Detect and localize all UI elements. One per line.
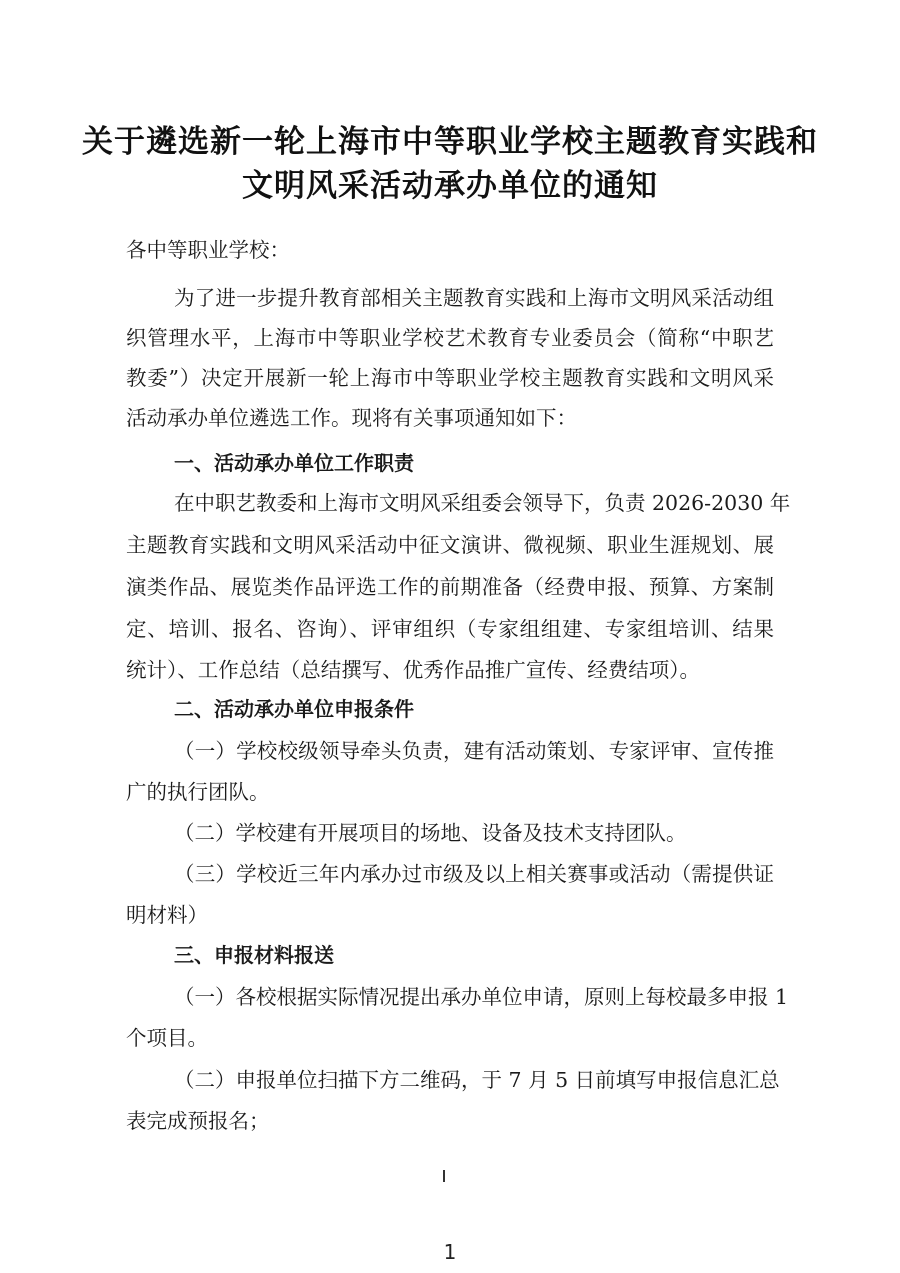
section-1-line: 定、培训、报名、咨询）、评审组织（专家组组建、专家组培训、结果: [126, 617, 774, 641]
doc-title-line-1: 关于遴选新一轮上海市中等职业学校主题教育实践和: [82, 124, 818, 160]
doc-title-line-2: 文明风采活动承办单位的通知: [242, 168, 658, 204]
intro-line: 教委”）决定开展新一轮上海市中等职业学校主题教育实践和文明风采: [126, 366, 774, 390]
salutation: 各中等职业学校：: [126, 238, 290, 262]
section-2-item-1: （一）学校校级领导牵头负责，建有活动策划、专家评审、宣传推: [174, 739, 774, 763]
intro-line: 织管理水平，上海市中等职业学校艺术教育专业委员会（简称“中职艺: [126, 326, 774, 350]
scan-mark: [443, 1170, 445, 1182]
section-3-item-1: （一）各校根据实际情况提出承办单位申请，原则上每校最多申报 1: [174, 985, 789, 1009]
section-2-item-1-cont: 广的执行团队。: [126, 780, 270, 804]
section-1-line: 主题教育实践和文明风采活动中征文演讲、微视频、职业生涯规划、展: [126, 533, 774, 557]
intro-line: 活动承办单位遴选工作。现将有关事项通知如下：: [126, 406, 577, 430]
section-1-line: 演类作品、展览类作品评选工作的前期准备（经费申报、预算、方案制: [126, 575, 774, 599]
section-1-heading: 一、活动承办单位工作职责: [174, 451, 414, 475]
page-number: 1: [443, 1240, 457, 1264]
section-3-item-2: （二）申报单位扫描下方二维码，于 7 月 5 日前填写申报信息汇总: [174, 1068, 780, 1092]
section-1-line: 在中职艺教委和上海市文明风采组委会领导下，负责 2026-2030 年: [174, 491, 791, 515]
section-2-heading: 二、活动承办单位申报条件: [174, 697, 414, 721]
section-3-heading: 三、申报材料报送: [174, 943, 334, 967]
section-3-item-1-cont: 个项目。: [126, 1026, 208, 1050]
section-2-item-2: （二）学校建有开展项目的场地、设备及技术支持团队。: [174, 821, 687, 845]
section-2-item-3: （三）学校近三年内承办过市级及以上相关赛事或活动（需提供证: [174, 862, 774, 886]
section-2-item-3-cont: 明材料）: [126, 903, 208, 927]
intro-line: 为了进一步提升教育部相关主题教育实践和上海市文明风采活动组: [174, 286, 774, 310]
section-1-line: 统计）、工作总结（总结撰写、优秀作品推广宣传、经费结项）。: [126, 658, 700, 682]
section-3-item-2-cont: 表完成预报名；: [126, 1109, 270, 1133]
